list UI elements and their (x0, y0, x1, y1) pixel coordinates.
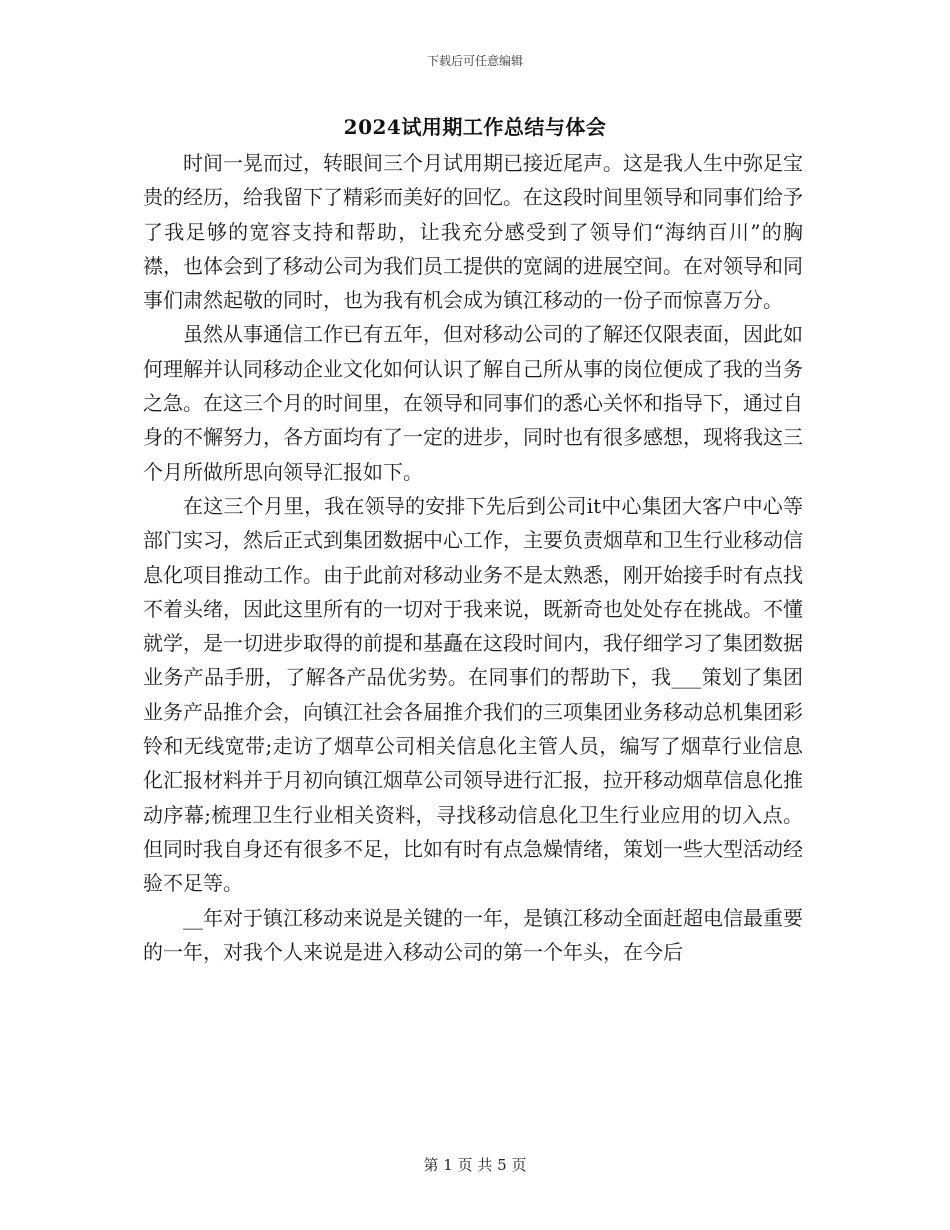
document-title: 2024试用期工作总结与体会 (343, 115, 607, 139)
document-body (143, 146, 803, 969)
paragraph-3: 在这三个月里，我在领导的安排下先后到公司it中心集团大客户中心等部门实习，然后正式到集团数据中心工作，主要负责烟草和卫生行业移动信息化项目推动工作。由于此前对移动业务不是太熟悉，刚开始接手时有点找不着头绪，因此这里所有的一切对于我来说，既新奇也处处存在挑战。不懂就学，是一切进步取得的前提和基矗在这段时间内，我仔细学习了集团数据业务产品手册，了解各产品优劣势。在同事们的帮助下，我___策划了集团业务产品推介会，向镇江社会各届推介我们的三项集团业务移动总机集团彩铃和无线宽带;走访了烟草公司相关信息化主管人员，编写了烟草行业信息化汇报材料并于月初向镇江烟草公司领导进行汇报，拉开移动烟草信息化推动序幕;梳理卫生行业相关资料，寻找移动信息化卫生行业应用的切入点。但同时我自身还有很多不足，比如有时有点急燥情绪，策划一些大型活动经验不足等。 (143, 493, 803, 896)
header-note: 下载后可任意编辑 (426, 54, 523, 68)
paragraph-4: __年对于镇江移动来说是关键的一年，是镇江移动全面赶超电信最重要的一年，对我个人来说是进入移动公司的第一个年头，在今后 (143, 905, 803, 964)
paragraph-1: 时间一晃而过，转眼间三个月试用期已接近尾声。这是我人生中弥足宝贵的经历，给我留下了精彩而美好的回忆。在这段时间里领导和同事们给予了我足够的宽容支持和帮助，让我充分感受到了领导们“海纳百川”的胸襟，也体会到了移动公司为我们员工提供的宽阔的进展空间。在对领导和同事们肃然起敬的同时，也为我有机会成为镇江移动的一份子而惊喜万分。 (143, 151, 803, 313)
paragraph-2: 虽然从事通信工作已有五年，但对移动公司的了解还仅限表面，因此如何理解并认同移动企业文化如何认识了解自己所从事的岗位便成了我的当务之急。在这三个月的时间里，在领导和同事们的悉心关怀和指导下，通过自身的不懈努力，各方面均有了一定的进步，同时也有很多感想，现将我这三个月所做所思向领导汇报如下。 (143, 322, 803, 484)
page-number: 第 1 页 共 5 页 (423, 1156, 527, 1174)
